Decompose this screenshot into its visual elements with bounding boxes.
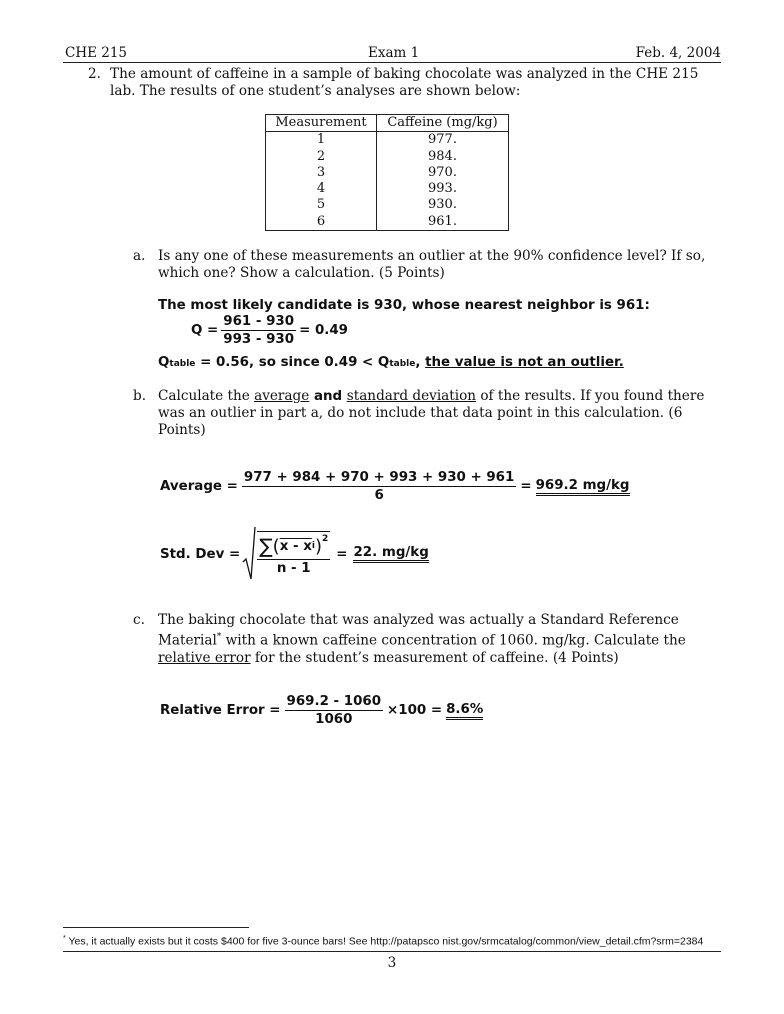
relative-error-term: relative error (158, 649, 251, 666)
std-dev-term: standard deviation (346, 388, 477, 404)
data-table (265, 114, 509, 231)
qtable-line (158, 355, 624, 370)
table-row (266, 149, 508, 165)
average-lhs: Average = (160, 479, 238, 494)
average-equals: = (520, 479, 532, 494)
average-equation (160, 470, 630, 503)
average-result: 969.2 mg/kg (536, 478, 630, 496)
question-text (110, 66, 730, 100)
part-c-line-3-text: for the student’s measurement of caffeine. (4 Points) (250, 649, 619, 666)
part-c-material: Material (158, 632, 217, 649)
std-dev-power: 2 (321, 534, 329, 544)
q-numerator: 961 - 930 (223, 314, 295, 329)
close-paren: ) (314, 535, 322, 557)
part-a-answer: The most likely candidate is 930, whose nearest neighbor is 961: (158, 298, 650, 313)
sigma-icon: ∑ (259, 534, 273, 558)
std-dev-equals: = (336, 546, 348, 562)
table-cell: 961. (428, 213, 457, 229)
part-c-line-3 (158, 650, 738, 667)
relative-error-numerator: 969.2 - 1060 (286, 694, 382, 709)
q-lhs: Q = (191, 323, 219, 338)
table-header: Measurement (266, 115, 377, 132)
table-cell: 6 (266, 214, 377, 230)
table-row (266, 132, 508, 149)
table-cell: 984. (428, 148, 457, 164)
footnote-text: Yes, it actually exists but it costs $400 for five 3-ounce bars! See http://patapsco nist.gov/srmcatalog/common/view_detail.cfm?srm=2384 (65, 935, 704, 948)
header-course: CHE 215 (65, 45, 128, 61)
table-cell: 977. (428, 132, 457, 148)
std-dev-result: 22. mg/kg (353, 545, 428, 563)
part-c-text (158, 612, 738, 667)
qtable-text: = 0.56, so since 0.49 < Q (195, 355, 390, 370)
part-c-label: c. (133, 612, 145, 628)
table-row (266, 214, 508, 230)
header-exam: Exam 1 (368, 45, 420, 61)
footnote (63, 935, 723, 948)
q-denominator: 993 - 930 (223, 332, 295, 347)
footnote-marker: * (216, 632, 222, 642)
square-root-icon (242, 526, 256, 582)
and-term: and (309, 389, 347, 404)
q-equation (191, 314, 348, 347)
table-cell: 3 (266, 165, 377, 181)
average-denominator: 6 (374, 488, 384, 503)
page-number: 3 (387, 955, 397, 971)
std-dev-numerator (257, 534, 330, 560)
table-row (266, 197, 508, 213)
std-dev-subscript: i (311, 541, 315, 551)
relative-error-times: ×100 = (387, 703, 443, 718)
part-a-line-1: Is any one of these measurements an outlier at the 90% confidence level? If so, (158, 248, 706, 264)
qtable-subscript-2: table (389, 359, 416, 369)
relative-error-result: 8.6% (446, 702, 483, 720)
part-a-line-2: which one? Show a calculation. (5 Points) (158, 265, 445, 281)
table-cell: 993. (428, 181, 457, 197)
qtable-comma: , (415, 355, 421, 370)
header-date: Feb. 4, 2004 (635, 45, 721, 61)
part-b-text-post: of the results. If you found there (476, 388, 705, 404)
question-line-2: lab. The results of one student’s analyses are shown below: (110, 83, 521, 99)
std-dev-equation (160, 526, 429, 582)
part-b-line-3: Points) (158, 422, 206, 438)
footnote-star: * (63, 935, 66, 942)
part-a-label: a. (133, 248, 146, 264)
table-cell: 970. (428, 164, 457, 180)
part-b-label: b. (133, 388, 147, 404)
part-b-text (158, 388, 738, 439)
relative-error-denominator: 1060 (315, 712, 353, 727)
part-c-line-1: The baking chocolate that was analyzed was actually a Standard Reference (158, 612, 679, 628)
part-a-text (158, 248, 728, 282)
average-fraction (242, 470, 516, 503)
average-term: average (254, 388, 310, 404)
q-fraction (221, 314, 296, 347)
table-cell: 2 (266, 149, 377, 165)
std-dev-lhs: Std. Dev = (160, 546, 241, 562)
qtable-q: Q (158, 355, 170, 370)
table-cell: 930. (428, 197, 457, 213)
relative-error-fraction (285, 694, 384, 727)
qtable-subscript: table (169, 359, 196, 369)
part-b-line-1 (158, 388, 738, 405)
table-row (266, 181, 508, 197)
question-line-1: The amount of caffeine in a sample of baking chocolate was analyzed in the CHE 215 (110, 66, 699, 82)
outlier-conclusion: the value is not an outlier. (425, 355, 624, 370)
question-number: 2. (88, 66, 101, 82)
footnote-rule (63, 927, 249, 928)
open-paren: ( (272, 535, 280, 557)
q-result: = 0.49 (299, 323, 348, 338)
table-row (266, 165, 508, 181)
part-c-line-2 (158, 629, 738, 650)
std-dev-fraction (257, 531, 330, 576)
footer-rule (63, 951, 721, 952)
table-header-row (266, 115, 508, 132)
part-b-line-2: was an outlier in part a, do not include that data point in this calculation. (6 (158, 405, 683, 421)
table-cell: 1 (266, 132, 377, 149)
table-cell: 5 (266, 197, 377, 213)
relative-error-lhs: Relative Error = (160, 703, 281, 718)
table-cell: 4 (266, 181, 377, 197)
std-dev-term: x - x (279, 538, 312, 554)
part-c-line-2-text: with a known caffeine concentration of 1060. mg/kg. Calculate the (221, 632, 686, 649)
relative-error-equation (160, 694, 483, 727)
average-numerator: 977 + 984 + 970 + 993 + 930 + 961 (243, 470, 515, 485)
header-rule (63, 62, 721, 63)
table-header: Caffeine (mg/kg) (377, 115, 509, 132)
part-b-text-pre: Calculate the (158, 388, 255, 404)
std-dev-denominator: n - 1 (276, 561, 311, 576)
